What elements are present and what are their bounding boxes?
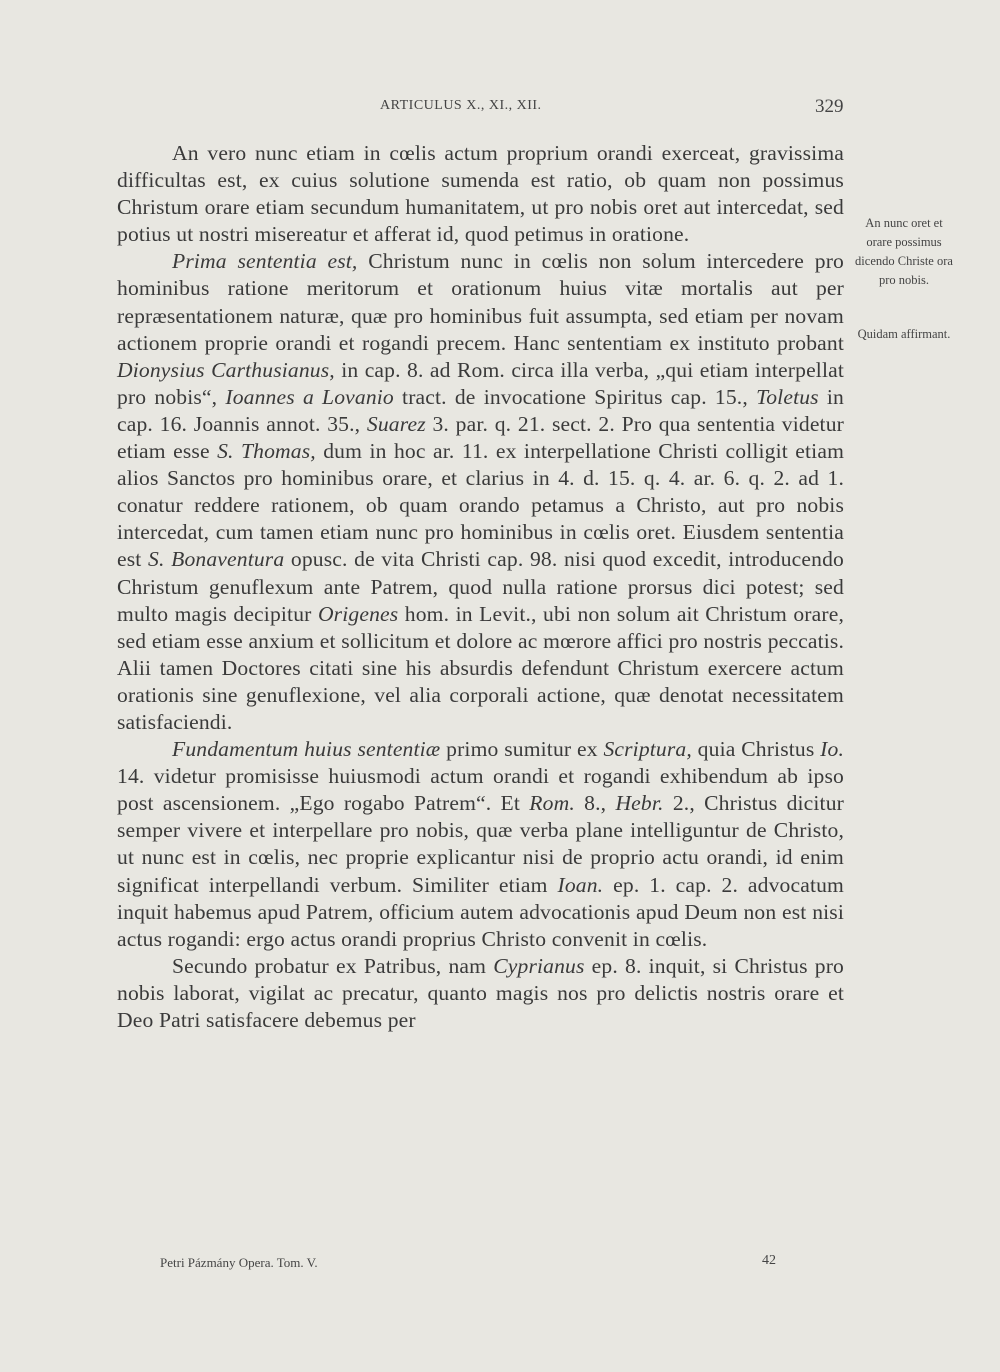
p2-text-7: opusc. de vita Christi cap. 98. nisi quod excedit, introducendo Christum genuflexum ante Patrem, quod nulla ratione prorsus dici potest; sed multo magis decipitur xyxy=(117,547,844,626)
paragraph-4 xyxy=(117,953,844,1034)
p3-italic-4: Rom. xyxy=(529,791,575,816)
p3-text-1: primo sumitur ex xyxy=(440,737,604,762)
page-number: 329 xyxy=(815,96,844,117)
paragraph-2 xyxy=(117,248,844,736)
p3-italic-5: Hebr. xyxy=(615,791,664,816)
p3-text-5: 2., Christus dicitur semper vivere et interpellare pro nobis, quæ verba plane intelliguntur de Christo, ut nunc est in cœlis, nec proprie explicantur nisi de proprio actu orandi, id enim significat interpellandi verbum. Similiter etiam xyxy=(117,791,844,897)
p2-italic-6: S. Thomas, xyxy=(217,439,316,464)
paragraph-1 xyxy=(117,140,844,248)
p2-text-2: in cap. 8. ad Rom. circa illa verba, „qui etiam interpellat pro nobis“, xyxy=(117,357,844,409)
p3-italic-1: Fundamentum huius sententiæ xyxy=(172,737,441,762)
p2-italic-1: Prima sententia est, xyxy=(172,249,358,274)
p2-text-6: dum in hoc ar. 11. ex interpellatione Christi colligit etiam alios Sanctos pro hominibus orare, et clarius in 4. d. 15. q. 4. ar. 6. q. 2. ad 1. conatur reddere rationem, ob quam orando petamus a Christo, aut pro nobis intercedat, cum tamen etiam nunc pro hominibus in cœlis oret. Eiusdem sententia est xyxy=(117,439,845,572)
p2-text-8: hom. in Levit., ubi non solum ait Christum orare, sed etiam esse anxium et sollicitum et dolore ac mœrore affici pro nostris peccatis. Alii tamen Doctores citati sine his absurdis defendunt Christum exercere actum orationis sine genuflexione, vel alia corporali actione, quæ denotat necessitatem satisfaciendi. xyxy=(117,601,844,734)
p2-italic-7: S. Bonaventura xyxy=(148,547,285,572)
p2-italic-5: Suarez xyxy=(366,411,426,436)
p3-text-3: 14. videtur promisisse huiusmodi actum orandi et rogandi exhibendum ab ipso post ascensionem. „Ego rogabo Patrem“. Et xyxy=(117,764,844,816)
p2-text-4: in cap. 16. Joannis annot. 35., xyxy=(117,384,844,436)
p2-text-1: Christum nunc in cœlis non solum intercedere pro hominibus ratione meritorum et orationum huius vitæ mortalis aut per repræsentationem naturæ, quæ pro hominibus fuit assumpta, sed etiam per novam actionem proprie orandi et rogandi precem. Hanc sententiam ex instituto probant xyxy=(117,249,844,355)
p4-italic-1: Cyprianus xyxy=(493,953,585,978)
p2-text-5: 3. par. q. 21. sect. 2. Pro qua sententia videtur etiam esse xyxy=(117,411,844,464)
footer-signature: Petri Pázmány Opera. Tom. V. xyxy=(160,1255,318,1270)
p3-text-4: 8., xyxy=(574,791,616,816)
margin-note-2: Quidam affirmant. xyxy=(857,327,951,341)
p2-italic-3: Ioannes a Lovanio xyxy=(225,384,394,409)
p2-text-3: tract. de invocatione Spiritus cap. 15., xyxy=(393,384,757,409)
margin-note-1: An nunc oret et orare possimus dicendo Christe ora pro nobis. xyxy=(855,216,953,287)
p2-italic-2: Dionysius Carthusianus, xyxy=(117,357,335,382)
running-head: ARTICULUS X., XI., XII. xyxy=(380,98,542,113)
p2-italic-8: Origenes xyxy=(317,601,399,626)
p3-text-2: quia Christus xyxy=(691,737,821,762)
p3-text-6: ep. 1. cap. 2. advocatum inquit habemus apud Patrem, officium autem advocationis apud Deum non est nisi actus rogandi: ergo actus orandi proprius Christo convenit in cœlis. xyxy=(117,872,845,951)
p3-italic-6: Ioan. xyxy=(557,872,604,897)
p4-text-1: Secundo probatur ex Patribus, nam xyxy=(172,953,494,978)
body-text xyxy=(117,140,844,1034)
p2-italic-4: Toletus xyxy=(756,384,819,409)
paragraph-1-text: An vero nunc etiam in cœlis actum proprium orandi exerceat, gravissima difficultas est, ex cuius solutione sumenda est ratio, ob quam non possimus Christum orare etiam secundum humanitatem, ut pro nobis oret aut intercedat, sed potius ut nostri misereatur et afferat id, quod petimus in oratione. xyxy=(117,141,844,247)
footer-sheet-number: 42 xyxy=(762,1253,776,1268)
p4-text-2: ep. 8. inquit, si Christus pro nobis laborat, vigilat ac precatur, quanto magis nos pro delictis nostris orare et Deo Patri satisfacere debemus per xyxy=(117,953,844,1032)
p3-italic-2: Scriptura, xyxy=(603,737,692,762)
p3-italic-3: Io. xyxy=(820,737,844,762)
paragraph-3 xyxy=(117,736,844,953)
